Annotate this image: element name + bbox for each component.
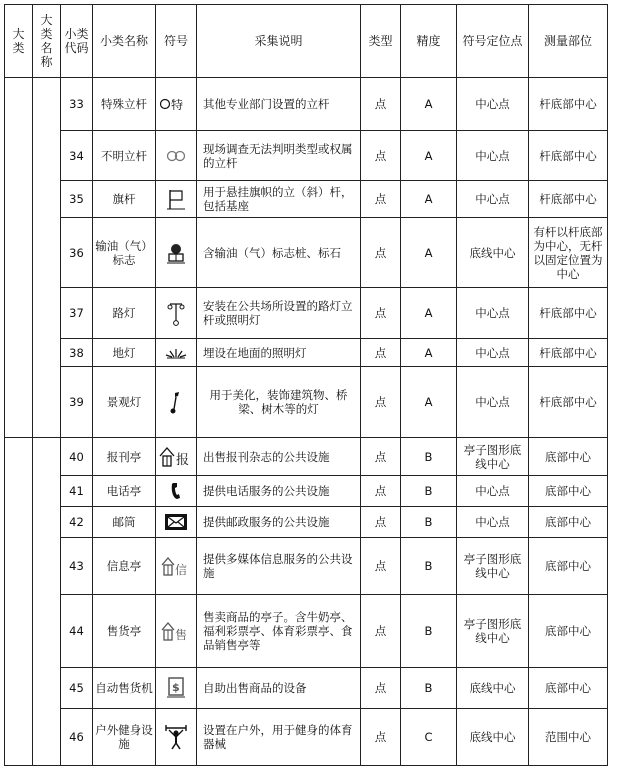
name-cell: 信息亭 <box>93 538 156 595</box>
header-description: 采集说明 <box>197 5 361 78</box>
description-cell: 售卖商品的亭子。含牛奶亭、福利彩票亭、体育彩票亭、食品销售亭等 <box>197 595 361 668</box>
measure-cell: 底部中心 <box>529 595 608 668</box>
name-cell: 售货亭 <box>93 595 156 668</box>
anchor-cell: 中心点 <box>457 288 529 339</box>
symbol-cell <box>156 218 197 288</box>
table-row <box>5 339 608 367</box>
precision-cell: A <box>401 131 457 181</box>
header-major-class: 大类 <box>5 5 33 78</box>
type-cell: 点 <box>361 538 401 595</box>
table-row <box>5 78 608 131</box>
precision-cell: B <box>401 668 457 709</box>
precision-cell: B <box>401 538 457 595</box>
measure-cell: 杆底部中心 <box>529 288 608 339</box>
symbol-cell <box>156 438 197 476</box>
table-row <box>5 507 608 538</box>
name-cell: 旗杆 <box>93 181 156 218</box>
anchor-cell: 中心点 <box>457 507 529 538</box>
symbol-cell <box>156 507 197 538</box>
svg-text:信: 信 <box>175 563 188 577</box>
type-cell: 点 <box>361 339 401 367</box>
table-row <box>5 288 608 339</box>
measure-cell: 底部中心 <box>529 476 608 507</box>
vending-machine-icon <box>166 677 186 699</box>
precision-cell: B <box>401 507 457 538</box>
header-minor-code: 小类代码 <box>61 5 93 78</box>
type-cell: 点 <box>361 476 401 507</box>
name-cell: 地灯 <box>93 339 156 367</box>
anchor-cell: 中心点 <box>457 131 529 181</box>
description-cell: 现场调查无法判明类型或权属的立杆 <box>197 131 361 181</box>
kiosk-icon <box>160 555 192 577</box>
code-cell: 38 <box>61 339 93 367</box>
telephone-icon <box>169 481 183 501</box>
name-cell: 自动售货机 <box>93 668 156 709</box>
street-lamp-icon <box>166 299 186 327</box>
header-type: 类型 <box>361 5 401 78</box>
infinity-icon <box>165 149 187 163</box>
measure-cell: 杆底部中心 <box>529 131 608 181</box>
table-row <box>5 668 608 709</box>
svg-text:报: 报 <box>176 452 190 468</box>
type-cell: 点 <box>361 367 401 438</box>
header-anchor: 符号定位点 <box>457 5 529 78</box>
kiosk-icon <box>158 446 194 468</box>
table-header-row <box>5 5 608 78</box>
major-class-cell <box>5 78 33 438</box>
description-cell: 提供多媒体信息服务的公共设施 <box>197 538 361 595</box>
name-cell: 户外健身设施 <box>93 709 156 766</box>
anchor-cell: 中心点 <box>457 339 529 367</box>
table-row <box>5 131 608 181</box>
symbol-cell <box>156 709 197 766</box>
flag-icon <box>164 187 188 211</box>
code-cell: 43 <box>61 538 93 595</box>
description-cell: 自助出售商品的设备 <box>197 668 361 709</box>
code-cell: 46 <box>61 709 93 766</box>
symbol-cell <box>156 78 197 131</box>
type-cell: 点 <box>361 709 401 766</box>
major-class-cell <box>5 438 33 766</box>
symbol-cell <box>156 181 197 218</box>
description-cell: 埋设在地面的照明灯 <box>197 339 361 367</box>
symbol-table <box>4 4 608 766</box>
precision-cell: B <box>401 595 457 668</box>
header-major-class-name: 大类名称 <box>33 5 61 78</box>
code-cell: 44 <box>61 595 93 668</box>
table-row <box>5 181 608 218</box>
circle-special-icon <box>159 96 193 112</box>
type-cell: 点 <box>361 181 401 218</box>
table-row <box>5 595 608 668</box>
type-cell: 点 <box>361 507 401 538</box>
anchor-cell: 底线中心 <box>457 668 529 709</box>
type-cell: 点 <box>361 668 401 709</box>
table-row <box>5 709 608 766</box>
precision-cell: A <box>401 78 457 131</box>
symbol-cell <box>156 595 197 668</box>
ground-lamp-icon <box>164 347 188 359</box>
anchor-cell: 亭子图形底线中心 <box>457 438 529 476</box>
type-cell: 点 <box>361 131 401 181</box>
table-row <box>5 218 608 288</box>
description-cell: 其他专业部门设置的立杆 <box>197 78 361 131</box>
header-measure: 测量部位 <box>529 5 608 78</box>
type-cell: 点 <box>361 288 401 339</box>
code-cell: 37 <box>61 288 93 339</box>
svg-text:特: 特 <box>171 98 184 112</box>
table-row <box>5 538 608 595</box>
name-cell: 电话亭 <box>93 476 156 507</box>
measure-cell: 杆底部中心 <box>529 367 608 438</box>
precision-cell: B <box>401 438 457 476</box>
symbol-cell <box>156 131 197 181</box>
name-cell: 输油（气）标志 <box>93 218 156 288</box>
precision-cell: A <box>401 288 457 339</box>
code-cell: 45 <box>61 668 93 709</box>
anchor-cell: 中心点 <box>457 367 529 438</box>
kiosk-icon <box>160 620 192 642</box>
description-cell: 用于美化，装饰建筑物、桥梁、树木等的灯 <box>197 367 361 438</box>
measure-cell: 有杆以杆底部为中心，无杆以固定位置为中心 <box>529 218 608 288</box>
measure-cell: 底部中心 <box>529 438 608 476</box>
svg-text:售: 售 <box>175 628 188 642</box>
description-cell: 设置在户外，用于健身的体育器械 <box>197 709 361 766</box>
anchor-cell: 亭子图形底线中心 <box>457 538 529 595</box>
precision-cell: A <box>401 367 457 438</box>
measure-cell: 底部中心 <box>529 507 608 538</box>
name-cell: 特殊立杆 <box>93 78 156 131</box>
type-cell: 点 <box>361 78 401 131</box>
precision-cell: A <box>401 339 457 367</box>
measure-cell: 底部中心 <box>529 668 608 709</box>
landscape-lamp-icon <box>168 389 184 415</box>
header-precision: 精度 <box>401 5 457 78</box>
name-cell: 不明立杆 <box>93 131 156 181</box>
code-cell: 34 <box>61 131 93 181</box>
measure-cell: 杆底部中心 <box>529 181 608 218</box>
symbol-cell <box>156 538 197 595</box>
anchor-cell: 中心点 <box>457 181 529 218</box>
type-cell: 点 <box>361 218 401 288</box>
code-cell: 40 <box>61 438 93 476</box>
measure-cell: 杆底部中心 <box>529 339 608 367</box>
symbol-cell <box>156 339 197 367</box>
description-cell: 用于悬挂旗帜的立（斜）杆，包括基座 <box>197 181 361 218</box>
table-row <box>5 438 608 476</box>
oil-marker-icon <box>165 241 187 265</box>
header-symbol: 符号 <box>156 5 197 78</box>
code-cell: 42 <box>61 507 93 538</box>
description-cell: 安装在公共场所设置的路灯立杆或照明灯 <box>197 288 361 339</box>
precision-cell: B <box>401 476 457 507</box>
precision-cell: A <box>401 181 457 218</box>
measure-cell: 杆底部中心 <box>529 78 608 131</box>
header-minor-name: 小类名称 <box>93 5 156 78</box>
name-cell: 景观灯 <box>93 367 156 438</box>
precision-cell: C <box>401 709 457 766</box>
code-cell: 33 <box>61 78 93 131</box>
symbol-cell <box>156 288 197 339</box>
fitness-icon <box>164 724 188 750</box>
symbol-cell <box>156 476 197 507</box>
code-cell: 39 <box>61 367 93 438</box>
code-cell: 41 <box>61 476 93 507</box>
table-row <box>5 367 608 438</box>
anchor-cell: 底线中心 <box>457 709 529 766</box>
name-cell: 报刊亭 <box>93 438 156 476</box>
description-cell: 含输油（气）标志桩、标石 <box>197 218 361 288</box>
table-row <box>5 476 608 507</box>
description-cell: 提供邮政服务的公共设施 <box>197 507 361 538</box>
code-cell: 35 <box>61 181 93 218</box>
type-cell: 点 <box>361 438 401 476</box>
anchor-cell: 底线中心 <box>457 218 529 288</box>
major-class-name-cell <box>33 438 61 766</box>
description-cell: 出售报刊杂志的公共设施 <box>197 438 361 476</box>
anchor-cell: 中心点 <box>457 476 529 507</box>
symbol-cell <box>156 668 197 709</box>
measure-cell: 范围中心 <box>529 709 608 766</box>
type-cell: 点 <box>361 595 401 668</box>
measure-cell: 底部中心 <box>529 538 608 595</box>
symbol-cell <box>156 367 197 438</box>
description-cell: 提供电话服务的公共设施 <box>197 476 361 507</box>
name-cell: 路灯 <box>93 288 156 339</box>
code-cell: 36 <box>61 218 93 288</box>
anchor-cell: 中心点 <box>457 78 529 131</box>
svg-text:$: $ <box>172 681 180 694</box>
anchor-cell: 亭子图形底线中心 <box>457 595 529 668</box>
precision-cell: A <box>401 218 457 288</box>
mailbox-icon <box>164 513 188 531</box>
name-cell: 邮筒 <box>93 507 156 538</box>
major-class-name-cell <box>33 78 61 438</box>
